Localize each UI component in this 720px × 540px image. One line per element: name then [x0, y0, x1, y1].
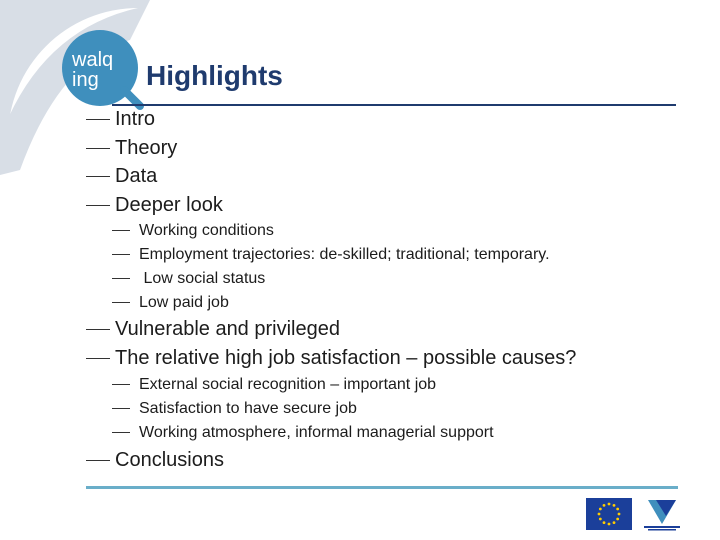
dash-bullet-icon: [112, 384, 130, 385]
bullet-item: [86, 318, 340, 341]
bullet-item: [112, 294, 229, 312]
bullet-item: [112, 424, 494, 442]
bullet-text: Low social status: [139, 270, 266, 287]
dash-bullet-icon: [112, 254, 130, 255]
bullet-item: [112, 222, 274, 240]
bullet-text: Deeper look: [115, 194, 223, 216]
eu-star: [608, 503, 611, 506]
bullet-text: Vulnerable and privileged: [115, 318, 340, 340]
dash-bullet-icon: [112, 302, 130, 303]
bullet-item: [86, 137, 177, 160]
bullet-text: Conclusions: [115, 449, 224, 471]
eu-star: [603, 504, 606, 507]
fp7-logo-icon: [642, 494, 682, 532]
eu-star: [599, 518, 602, 521]
eu-star: [603, 521, 606, 524]
eu-star: [616, 518, 619, 521]
dash-bullet-icon: [86, 205, 110, 206]
eu-star: [618, 513, 621, 516]
footer-rule: [86, 486, 678, 489]
eu-star: [608, 523, 611, 526]
bullet-text: Working atmosphere, informal managerial support: [139, 424, 494, 441]
eu-star: [613, 521, 616, 524]
bullet-item: [86, 449, 224, 472]
bullet-item: [86, 194, 223, 217]
eu-star: [616, 508, 619, 511]
bullet-text: Theory: [115, 137, 178, 159]
bullet-item: [86, 165, 157, 188]
logo-text-line1: walq: [72, 49, 114, 71]
bullet-text: Employment trajectories: de-skilled; traditional; temporary.: [139, 246, 550, 263]
dash-bullet-icon: [112, 432, 130, 433]
dash-bullet-icon: [86, 176, 110, 177]
bullet-text: Working conditions: [139, 222, 274, 239]
dash-bullet-icon: [86, 148, 110, 149]
bullet-item: [112, 376, 436, 394]
dash-bullet-icon: [86, 329, 110, 330]
slide-title: Highlights: [146, 60, 283, 91]
bullet-item: [112, 270, 265, 288]
dash-bullet-icon: [112, 408, 130, 409]
bullet-item: [112, 400, 357, 418]
bullet-text: External social recognition – important job: [139, 376, 437, 393]
bullet-item: [112, 246, 550, 264]
dash-bullet-icon: [86, 358, 110, 359]
dash-bullet-icon: [86, 119, 110, 120]
logo-text-line2: ing: [72, 69, 99, 91]
bullet-text: Data: [115, 165, 158, 187]
bullet-text: Intro: [115, 108, 156, 130]
bullet-text: Satisfaction to have secure job: [139, 400, 357, 417]
eu-star: [613, 504, 616, 507]
eu-star: [599, 508, 602, 511]
bullet-text: The relative high job satisfaction – possible causes?: [115, 347, 577, 369]
dash-bullet-icon: [86, 460, 110, 461]
bullet-item: [86, 347, 576, 370]
dash-bullet-icon: [112, 278, 130, 279]
eu-flag-icon: [586, 498, 632, 530]
bullet-text: Low paid job: [139, 294, 229, 311]
dash-bullet-icon: [112, 230, 130, 231]
bullet-item: [86, 108, 155, 131]
eu-star: [598, 513, 601, 516]
